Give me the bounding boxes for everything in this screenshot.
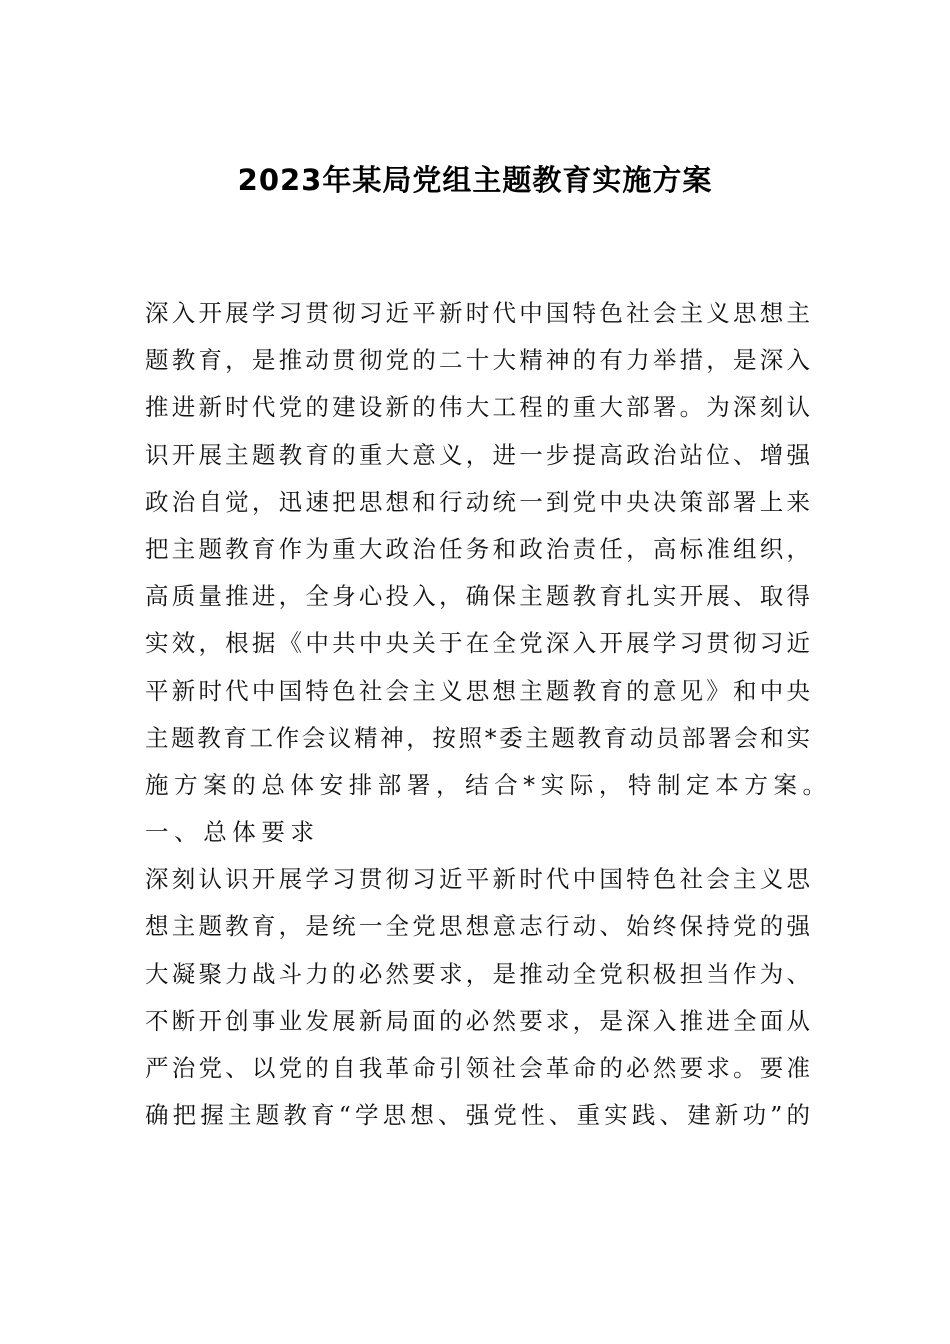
paragraph-line: 深刻认识开展学习贯彻习近平新时代中国特色社会主义思 (145, 865, 810, 894)
document-title: 2023年某局党组主题教育实施方案 (237, 163, 713, 197)
paragraph-line: 深入开展学习贯彻习近平新时代中国特色社会主义思想主 (145, 299, 810, 327)
paragraph-line: 确把握主题教育“学思想、强党性、重实践、建新功”的 (145, 1101, 810, 1130)
paragraph-line: 题教育，是推动贯彻党的二十大精神的有力举措，是深入 (145, 346, 810, 375)
document-body (145, 290, 832, 1139)
paragraph-line: 实效，根据《中共中央关于在全党深入开展学习贯彻习近 (145, 629, 810, 658)
paragraph-line: 施方案的总体安排部署，结合*实际，特制定本方案。 (145, 770, 832, 799)
paragraph-line: 高质量推进，全身心投入，确保主题教育扎实开展、取得 (145, 582, 810, 611)
paragraph-line: 想主题教育，是统一全党思想意志行动、始终保持党的强 (145, 912, 810, 941)
paragraph-line: 不断开创事业发展新局面的必然要求，是深入推进全面从 (145, 1006, 810, 1035)
paragraph-line: 大凝聚力战斗力的必然要求，是推动全党积极担当作为、 (145, 959, 810, 988)
section-heading: 一、总体要求 (145, 818, 320, 847)
paragraph-line: 严治党、以党的自我革命引领社会革命的必然要求。要准 (145, 1054, 810, 1082)
paragraph-line: 识开展主题教育的重大意义，进一步提高政治站位、增强 (145, 440, 810, 469)
paragraph-line: 推进新时代党的建设新的伟大工程的重大部署。为深刻认 (145, 393, 810, 422)
paragraph-line: 平新时代中国特色社会主义思想主题教育的意见》和中央 (145, 676, 810, 705)
paragraph-line: 政治自觉，迅速把思想和行动统一到党中央决策部署上来 (145, 487, 810, 516)
paragraph-line: 把主题教育作为重大政治任务和政治责任，高标准组织， (145, 534, 810, 563)
paragraph-line: 主题教育工作会议精神，按照*委主题教育动员部署会和实 (145, 723, 810, 752)
